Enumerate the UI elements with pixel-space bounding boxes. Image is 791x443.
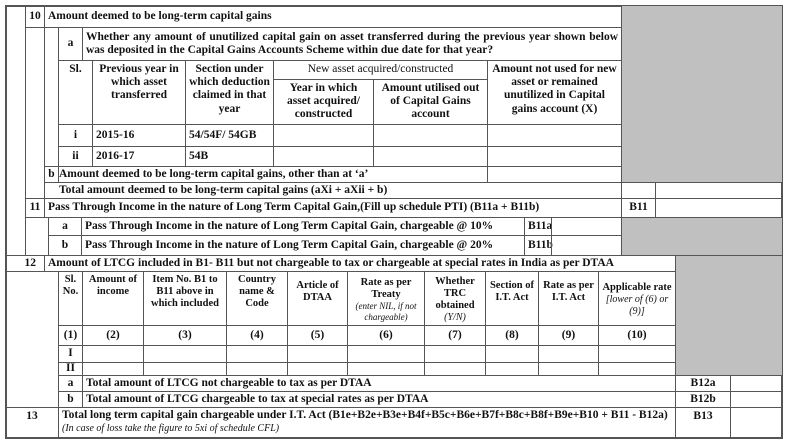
- item-12b-input[interactable]: [730, 391, 783, 408]
- dtaa-cell-input[interactable]: [598, 345, 676, 363]
- dtaa-col-header-section: Section of I.T. Act: [485, 271, 539, 326]
- item-12b-letter: b: [58, 391, 83, 408]
- row-sl: ii: [58, 146, 93, 167]
- column-number: (1): [58, 325, 83, 346]
- shaded-area: [621, 5, 783, 183]
- dtaa-col-header-country: Country name & Code: [226, 271, 288, 326]
- row-section: 54B: [185, 146, 274, 167]
- left-margin-column: [5, 5, 26, 256]
- item-11-spacer: [25, 217, 49, 256]
- item-10-sub-spacer: [44, 27, 59, 167]
- dtaa-col-header-applicable-rate: [598, 271, 676, 326]
- year-acquired-input[interactable]: [273, 146, 374, 167]
- item-11a-label: Pass Through Income in the nature of Long Term Capital Gain, chargeable @ 10%: [81, 217, 525, 236]
- column-number: (6): [347, 325, 425, 346]
- dtaa-cell-input[interactable]: [143, 345, 227, 363]
- dtaa-cell-input[interactable]: [598, 362, 676, 376]
- item-10-spacer: [25, 27, 45, 199]
- dtaa-col-header-sl: Sl. No.: [58, 271, 83, 326]
- dtaa-cell-input[interactable]: [538, 362, 599, 376]
- item-10-total-input[interactable]: [655, 182, 783, 199]
- item-10a-question: Whether any amount of unutilized capital gain on asset transferred during the previous year shown below was deposited in the Capital Gains Accounts Scheme within due date for that year?: [82, 27, 622, 61]
- item-10-title: Amount deemed to be long-term capital gains: [44, 5, 622, 28]
- column-number: (7): [424, 325, 486, 346]
- item-number-13: 13: [5, 407, 59, 439]
- item-10-total-label: Total amount deemed to be long-term capital gains (aXi + aXii + b): [44, 182, 622, 199]
- shaded-area: [675, 255, 783, 376]
- dtaa-cell-input[interactable]: [347, 345, 425, 363]
- dtaa-col-header-trc: [424, 271, 486, 326]
- item-11a-input[interactable]: [551, 217, 622, 236]
- col-header-year-acquired: Year in which asset acquired/ constructed: [273, 79, 374, 125]
- dtaa-cell-input[interactable]: [424, 362, 486, 376]
- item-10b-value-input[interactable]: [487, 166, 622, 183]
- dtaa-col-header-rate-treaty: [347, 271, 425, 326]
- column-number: (8): [485, 325, 539, 346]
- item-11-label: Pass Through Income in the nature of Long Term Capital Gain,(Fill up schedule PTI) (B11a + B11b): [44, 198, 622, 218]
- col-header-amount-not-used: Amount not used for new asset or remained unutilized in Capital gains account (X): [487, 60, 622, 125]
- item-12-label: Amount of LTCG included in B1- B11 but not chargeable to tax or chargeable at special rates in India as per DTAA: [44, 255, 676, 272]
- dtaa-col-header-item-no: Item No. B1 to B11 above in which included: [143, 271, 227, 326]
- row-sl: I: [58, 345, 83, 363]
- item-12a-letter: a: [58, 375, 83, 392]
- dtaa-cell-input[interactable]: [485, 362, 539, 376]
- col-header-amount-utilised: Amount utilised out of Capital Gains account: [373, 79, 488, 125]
- column-number: (9): [538, 325, 599, 346]
- row-sl: i: [58, 124, 93, 147]
- dtaa-cell-input[interactable]: [226, 362, 288, 376]
- dtaa-cell-input[interactable]: [82, 362, 144, 376]
- item-12b-label: Total amount of LTCG chargeable to tax at special rates as per DTAA: [82, 391, 676, 408]
- item-13-input[interactable]: [730, 407, 783, 439]
- dtaa-cell-input[interactable]: [424, 345, 486, 363]
- col-header-section: Section under which deduction claimed in that year: [185, 60, 274, 125]
- item-number-10: 10: [25, 5, 45, 28]
- column-number: (5): [287, 325, 348, 346]
- header-text: Whether TRC obtained: [435, 275, 475, 311]
- item-12a-code: B12a: [675, 375, 731, 392]
- column-number: (4): [226, 325, 288, 346]
- header-text: Applicable rate: [602, 281, 672, 293]
- dtaa-cell-input[interactable]: [287, 345, 348, 363]
- item-11-input[interactable]: [655, 198, 783, 218]
- item-12b-code: B12b: [675, 391, 731, 408]
- item-13-label: [58, 407, 676, 439]
- item-number-12: 12: [5, 255, 45, 272]
- dtaa-cell-input[interactable]: [82, 345, 144, 363]
- item-11b-input[interactable]: [551, 235, 622, 256]
- item-10a-letter: a: [58, 27, 83, 61]
- item-10-total-code: [621, 182, 656, 199]
- col-header-previous-year: Previous year in which asset transferred: [92, 60, 186, 125]
- row-prev-year: 2015-16: [92, 124, 186, 147]
- item-12a-input[interactable]: [730, 375, 783, 392]
- item-13-note: (In case of loss take the figure to 5xi of schedule CFL): [62, 423, 280, 435]
- dtaa-cell-input[interactable]: [226, 345, 288, 363]
- dtaa-cell-input[interactable]: [287, 362, 348, 376]
- column-number: (10): [598, 325, 676, 346]
- amount-not-used-input[interactable]: [487, 124, 622, 147]
- item-11a-letter: a: [48, 217, 82, 236]
- row-sl: II: [58, 362, 83, 376]
- row-section: 54/54F/ 54GB: [185, 124, 274, 147]
- item-11a-code: B11a: [524, 217, 552, 236]
- dtaa-col-header-article: Article of DTAA: [287, 271, 348, 326]
- item-11-code: B11: [621, 198, 656, 218]
- item-number-11: 11: [25, 198, 45, 218]
- header-note: (Y/N): [444, 311, 466, 323]
- column-number: (3): [143, 325, 227, 346]
- item-12a-label: Total amount of LTCG not chargeable to tax as per DTAA: [82, 375, 676, 392]
- shaded-area: [621, 217, 783, 256]
- dtaa-col-header-rate-it: Rate as per I.T. Act: [538, 271, 599, 326]
- dtaa-cell-input[interactable]: [347, 362, 425, 376]
- header-note: (enter NIL, if not chargeable): [355, 301, 417, 322]
- amount-utilised-input[interactable]: [373, 146, 488, 167]
- item-10b-letter: b: [44, 166, 59, 183]
- row-prev-year: 2016-17: [92, 146, 186, 167]
- item-10b-label: Amount deemed to be long-term capital gains, other than at ‘a’: [58, 166, 488, 183]
- dtaa-cell-input[interactable]: [485, 345, 539, 363]
- item-11b-code: B11b: [524, 235, 552, 256]
- item-13-code: B13: [675, 407, 731, 439]
- item-11b-label: Pass Through Income in the nature of Long Term Capital Gain, chargeable @ 20%: [81, 235, 525, 256]
- item-12-spacer: [5, 271, 59, 408]
- col-header-sl: Sl.: [58, 60, 93, 125]
- amount-not-used-input[interactable]: [487, 146, 622, 167]
- amount-utilised-input[interactable]: [373, 124, 488, 147]
- item-13-formula: Total long term capital gain chargeable under I.T. Act (B1e+B2e+B3e+B4f+B5c+B6e+B7f+B8c+B8f+B9e+B10 + B11 - B12a): [62, 409, 668, 421]
- item-11b-letter: b: [48, 235, 82, 256]
- year-acquired-input[interactable]: [273, 124, 374, 147]
- header-text: Rate as per Treaty: [360, 277, 412, 301]
- dtaa-col-header-amount: Amount of income: [82, 271, 144, 326]
- column-number: (2): [82, 325, 144, 346]
- col-header-new-asset: New asset acquired/constructed: [273, 60, 488, 80]
- header-note: [lower of (6) or (9)]: [605, 294, 669, 317]
- dtaa-cell-input[interactable]: [143, 362, 227, 376]
- dtaa-cell-input[interactable]: [538, 345, 599, 363]
